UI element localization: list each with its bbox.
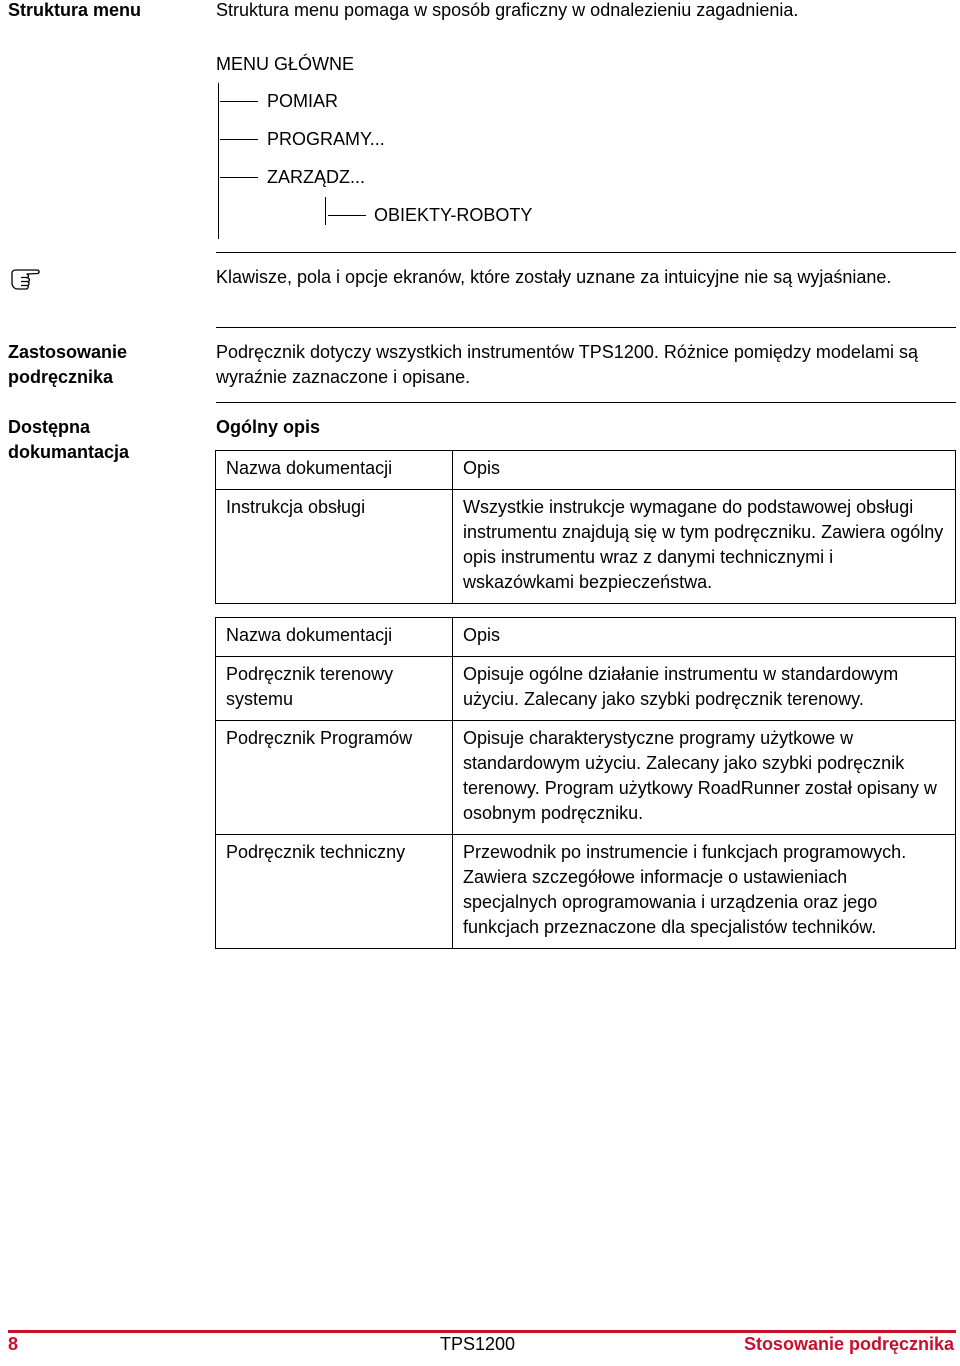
footer-rule [8,1330,956,1333]
usage-text: Podręcznik dotyczy wszystkich instrumentów TPS1200. Różnice pomiędzy modelami są wyraźnie zaznaczone i opisane. [216,342,918,387]
footer-product: TPS1200 [440,1334,516,1354]
table-cell-description: Opisuje ogólne działanie instrumentu w standardowym użyciu. Zalecany jako szybki podręcznik terenowy. [453,657,956,721]
section-divider [216,402,956,403]
menu-tree-root: MENU GŁÓWNE [216,54,355,74]
table-cell-name: Podręcznik techniczny [216,835,453,949]
table-cell-name: Podręcznik terenowy systemu [216,657,453,721]
menu-tree-item-programy: PROGRAMY... [267,129,385,149]
table-row [216,835,956,949]
menu-tree-item-pomiar: POMIAR [267,91,339,111]
table-header-name: Nazwa dokumentacji [216,451,453,490]
menu-tree-subitem-obiekty: OBIEKTY-ROBOTY [374,205,533,225]
documentation-table-general [215,450,956,604]
intro-text: Struktura menu pomaga w sposób graficzny w odnalezieniu zagadnienia. [216,0,799,20]
documentation-table-manuals [215,617,956,949]
table-cell-name: Instrukcja obsługi [216,490,453,604]
section-divider [216,252,956,253]
table-row [216,490,956,604]
table-row [216,721,956,835]
pointing-hand-icon [10,264,44,296]
footer-chapter: Stosowanie podręcznika [743,1334,954,1354]
usage-label: Zastosowanie podręcznika [8,342,128,387]
table-header-name: Nazwa dokumentacji [216,618,453,657]
menu-tree-branch [220,139,258,140]
table-cell-description: Przewodnik po instrumencie i funkcjach programowych. Zawiera szczegółowe informacje o ustawieniach specjalnych oprogramowania i urządzenia oraz jego funkcjach przeznaczone dla specjalistów techników. [453,835,956,949]
section-title: Struktura menu [8,0,142,20]
page-number: 8 [8,1334,19,1354]
table-row [216,657,956,721]
menu-tree-branch [220,101,258,102]
menu-tree-item-zarzadz: ZARZĄDZ... [267,167,365,187]
documentation-subtitle: Ogólny opis [216,417,321,437]
documentation-label: Dostępna dokumantacja [8,417,130,462]
table-header-row [216,618,956,657]
table-cell-name: Podręcznik Programów [216,721,453,835]
table-header-row [216,451,956,490]
table-header-description: Opis [453,451,956,490]
menu-tree-sub-trunk [325,197,326,225]
menu-tree-trunk [218,83,219,239]
table-cell-description: Wszystkie instrukcje wymagane do podstawowej obsługi instrumentu znajdują się w tym podręczniku. Zawiera ogólny opis instrumentu wraz z danymi technicznymi i wskazówkami bezpieczeństwa. [453,490,956,604]
table-header-description: Opis [453,618,956,657]
note-text: Klawisze, pola i opcje ekranów, które zostały uznane za intuicyjne nie są wyjaśniane. [216,267,892,287]
menu-tree-branch [328,215,366,216]
section-divider [216,327,956,328]
table-cell-description: Opisuje charakterystyczne programy użytkowe w standardowym użyciu. Zalecany jako szybki podręcznik terenowy. Program użytkowy RoadRunner został opisany w osobnym podręczniku. [453,721,956,835]
menu-tree-branch [220,177,258,178]
